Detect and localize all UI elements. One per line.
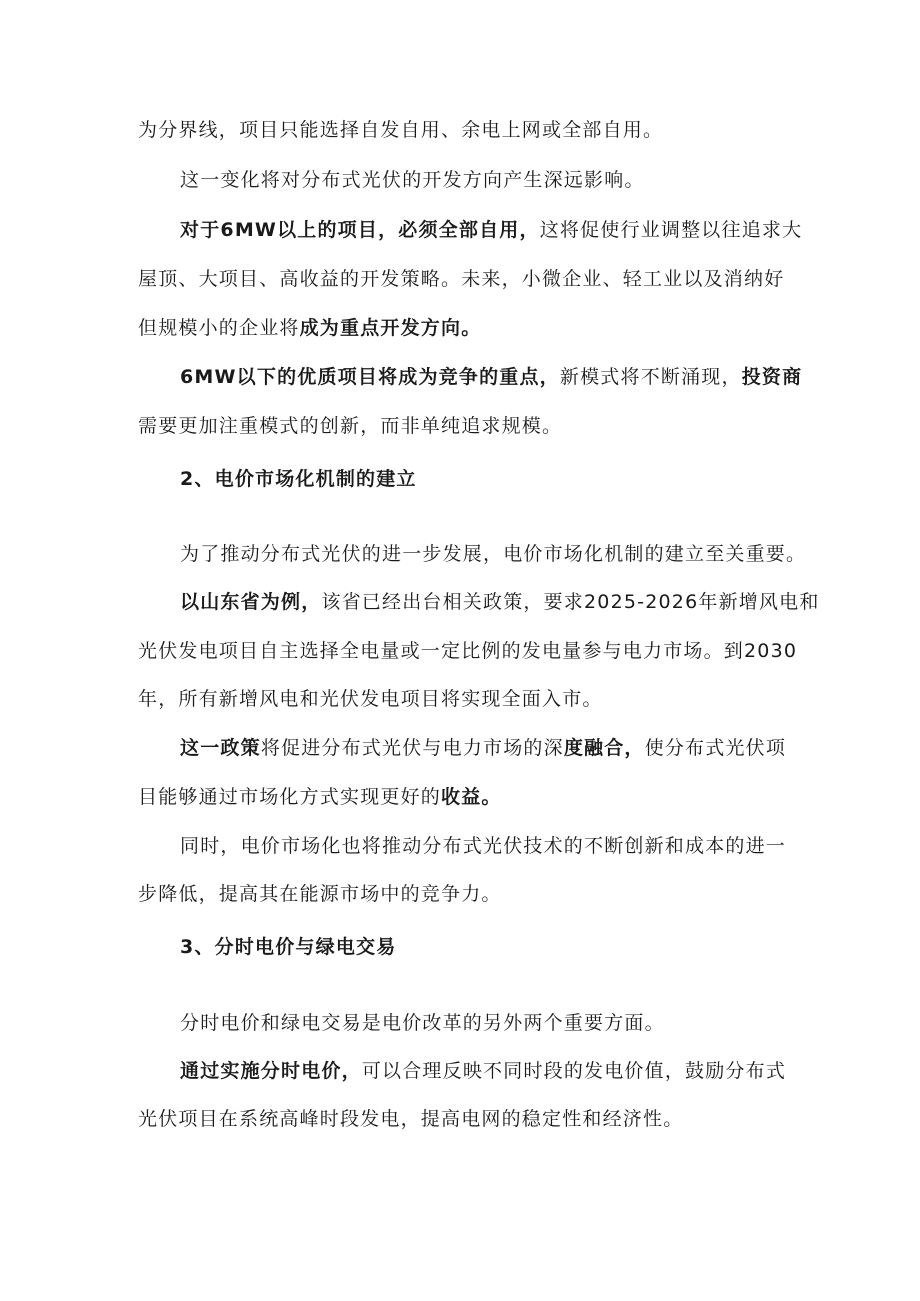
- bold-text-run: 6MW以下的优质项目将成为竞争的重点，: [180, 366, 560, 388]
- text-run: 为分界线，项目只能选择自发自用、余电上网或全部自用。: [138, 119, 664, 141]
- paragraph-line: [138, 315, 481, 341]
- text-run: 该省已经出台相关政策，要求2025-2026年新增风电和: [321, 591, 820, 613]
- text-run: 需要更加注重模式的创新，而非单纯追求规模。: [138, 415, 563, 437]
- text-run: 光伏发电项目自主选择全电量或一定比例的发电量参与电力市场。到2030: [138, 640, 798, 662]
- paragraph-line: [138, 413, 562, 439]
- paragraph-line: [180, 1058, 786, 1084]
- text-run: 可以合理反映不同时段的发电价值，鼓励分布式: [361, 1060, 787, 1082]
- paragraph-line: [138, 638, 797, 664]
- text-run: 年，所有新增风电和光伏发电项目将实现全面入市。: [138, 688, 603, 710]
- text-run: 为了推动分布式光伏的进一步发展，电价市场化机制的建立至关重要。: [180, 543, 807, 565]
- paragraph-line: [180, 735, 786, 761]
- text-run: 屋顶、大项目、高收益的开发策略。未来，小微企业、轻工业以及消纳好: [138, 268, 785, 290]
- paragraph-line: [180, 1010, 665, 1036]
- paragraph-line: [138, 1106, 683, 1132]
- text-run: 但规模小的企业将: [138, 317, 300, 339]
- bold-text-run: 以山东省为例，: [180, 591, 322, 613]
- paragraph-line: [180, 833, 786, 859]
- text-run: 分时电价和绿电交易是电价改革的另外两个重要方面。: [180, 1012, 665, 1034]
- paragraph-line: [138, 117, 663, 143]
- paragraph-line: [180, 589, 820, 615]
- text-run: 光伏项目在系统高峰时段发电，提高电网的稳定性和经济性。: [138, 1108, 684, 1130]
- section-heading-2: 2、电价市场化机制的建立: [180, 468, 417, 490]
- text-run: 使分布式光伏项: [644, 737, 787, 759]
- bold-text-run: 这一政策: [180, 737, 261, 759]
- bold-text-run: 通过实施分时电价，: [180, 1060, 362, 1082]
- paragraph-line: [138, 784, 502, 810]
- paragraph-line: [138, 266, 784, 292]
- paragraph-line: [180, 217, 802, 243]
- text-run: 同时，电价市场化也将推动分布式光伏技术的不断创新和成本的进一: [180, 835, 787, 857]
- paragraph-line: [138, 686, 603, 712]
- section-heading-3: 3、分时电价与绿电交易: [180, 936, 397, 958]
- text-run: 目能够通过市场化方式实现更好的: [138, 786, 442, 808]
- paragraph-line: [138, 881, 502, 907]
- text-run: 新模式将不断涌现，: [559, 366, 742, 388]
- bold-text-run: 收益。: [441, 786, 502, 808]
- paragraph-line: [180, 541, 806, 567]
- text-run: 步降低，提高其在能源市场中的竞争力。: [138, 883, 502, 905]
- text-run: 这将促使行业调整以往追求大: [539, 219, 803, 241]
- bold-text-run: 成为重点开发方向。: [299, 317, 482, 339]
- paragraph-line: [180, 167, 645, 193]
- bold-text-run: 对于6MW以上的项目，必须全部自用，: [180, 219, 540, 241]
- bold-text-run: 度融合，: [563, 737, 645, 759]
- text-run: 这一变化将对分布式光伏的开发方向产生深远影响。: [180, 169, 645, 191]
- paragraph-line: [180, 364, 802, 390]
- bold-text-run: 投资商: [741, 366, 803, 388]
- text-run: 将促进分布式光伏与电力市场的深: [260, 737, 564, 759]
